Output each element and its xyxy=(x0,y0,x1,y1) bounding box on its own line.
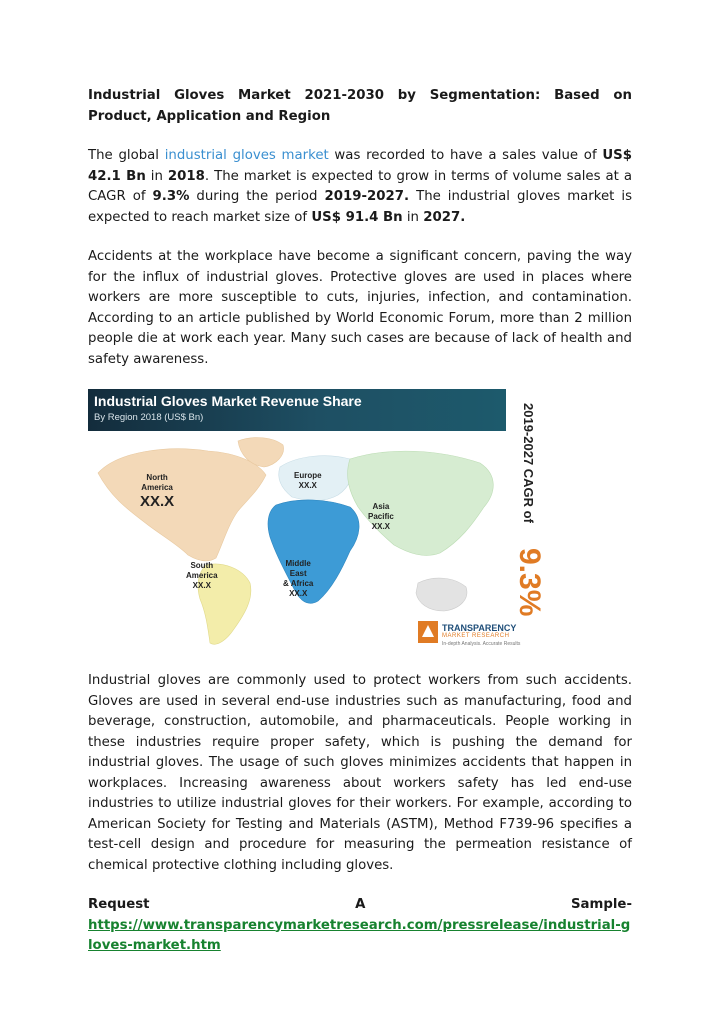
request-sample-line xyxy=(88,895,632,916)
request-word: Request xyxy=(88,897,150,912)
market-link[interactable]: industrial gloves market xyxy=(164,148,329,163)
cagr-callout xyxy=(513,403,546,617)
mea-label xyxy=(283,559,313,599)
region-name: & Africa xyxy=(283,579,314,588)
logo-mark-icon xyxy=(418,621,438,643)
document-title: Industrial Gloves Market 2021-2030 by Segmentation: Based on Product, Application and Region xyxy=(88,88,632,124)
region-name: America xyxy=(141,483,173,492)
request-word: Sample- xyxy=(570,897,632,912)
year-2027: 2027. xyxy=(423,209,466,225)
cagr-big-value: 9.3% xyxy=(513,548,546,617)
region-name: East xyxy=(289,569,307,578)
cagr-label: 2019-2027 CAGR of xyxy=(521,403,536,523)
region-name: Pacific xyxy=(368,512,394,521)
request-word: A xyxy=(355,897,366,912)
region-name: South xyxy=(190,561,214,570)
revenue-share-infographic xyxy=(88,389,546,652)
intro-paragraph xyxy=(88,146,632,228)
infographic-subtitle: By Region 2018 (US$ Bn) xyxy=(94,412,204,423)
value-2018: US$ 42.1 Bn xyxy=(88,148,632,184)
intro-text: The industrial gloves market is expected to reach market size of xyxy=(88,189,632,225)
mea-shape xyxy=(268,500,359,603)
document-page xyxy=(88,86,632,957)
sample-url-link[interactable]: https://www.transparencymarketresearch.com/pressrelease/industrial-gloves-market.htm xyxy=(88,917,631,953)
cagr-value: 9.3% xyxy=(152,189,190,204)
intro-text: in xyxy=(145,168,168,184)
intro-text: The global xyxy=(88,148,165,163)
logo-name: TRANSPARENCY xyxy=(442,623,517,633)
world-map xyxy=(88,433,508,648)
workplace-paragraph: Accidents at the workplace have become a significant concern, paving the way for the influx of industrial gloves. Protective gloves are used in places where workers are more susceptible to cuts, injuries, infection, and contamination. According to an article published by World Economic Forum, more than 2 million people die at work each year. Many such cases are because of lack of health and safety awareness. xyxy=(88,249,632,367)
region-name: Asia xyxy=(372,502,390,511)
south-america-label xyxy=(186,561,218,591)
intro-text: was recorded to have a sales value of xyxy=(328,148,603,163)
oceania-shape xyxy=(416,578,467,611)
region-name: Europe xyxy=(294,471,322,480)
region-name: North xyxy=(146,473,168,482)
mea-value: XX.X xyxy=(289,589,308,598)
value-2027: US$ 91.4 Bn xyxy=(311,209,403,225)
north-america-shape xyxy=(98,449,266,561)
north-america-label xyxy=(140,473,174,511)
infographic-banner xyxy=(88,389,506,431)
year-2018: 2018 xyxy=(167,168,205,184)
intro-text: in xyxy=(402,209,424,225)
asia-pacific-label xyxy=(368,502,394,532)
tmr-logo xyxy=(418,621,543,651)
logo-subtitle: MARKET RESEARCH xyxy=(442,633,510,639)
north-america-value: XX.X xyxy=(140,493,175,510)
europe-value: XX.X xyxy=(298,481,317,490)
region-name: Middle xyxy=(285,559,311,568)
forecast-period: 2019-2027. xyxy=(324,189,410,204)
usage-paragraph: Industrial gloves are commonly used to protect workers from such accidents. Gloves are used in several end-use industries such as manufacturing, food and beverage, construction, automobile, and pharmaceuticals. People working in these industries require proper safety, which is pushing the demand for industrial gloves. The usage of such gloves minimizes accidents that happen in workplaces. Increasing awareness about workers safety has led end-use industries to utilize industrial gloves for their workers. For example, according to American Society for Testing and Materials (ASTM), Method F739-96 specifies a test-cell design and procedure for measuring the permeation resistance of chemical protective clothing including gloves. xyxy=(88,673,632,873)
asia-pacific-value: XX.X xyxy=(371,522,391,531)
europe-label xyxy=(294,471,322,491)
logo-tagline: In-depth Analysis. Accurate Results xyxy=(442,641,521,647)
region-name: America xyxy=(186,571,218,580)
intro-text: . The market is expected to grow in terms of volume sales at a CAGR of xyxy=(88,168,632,204)
infographic-title: Industrial Gloves Market Revenue Share xyxy=(94,393,362,409)
south-america-value: XX.X xyxy=(192,581,211,590)
intro-text: during the period xyxy=(189,189,325,204)
